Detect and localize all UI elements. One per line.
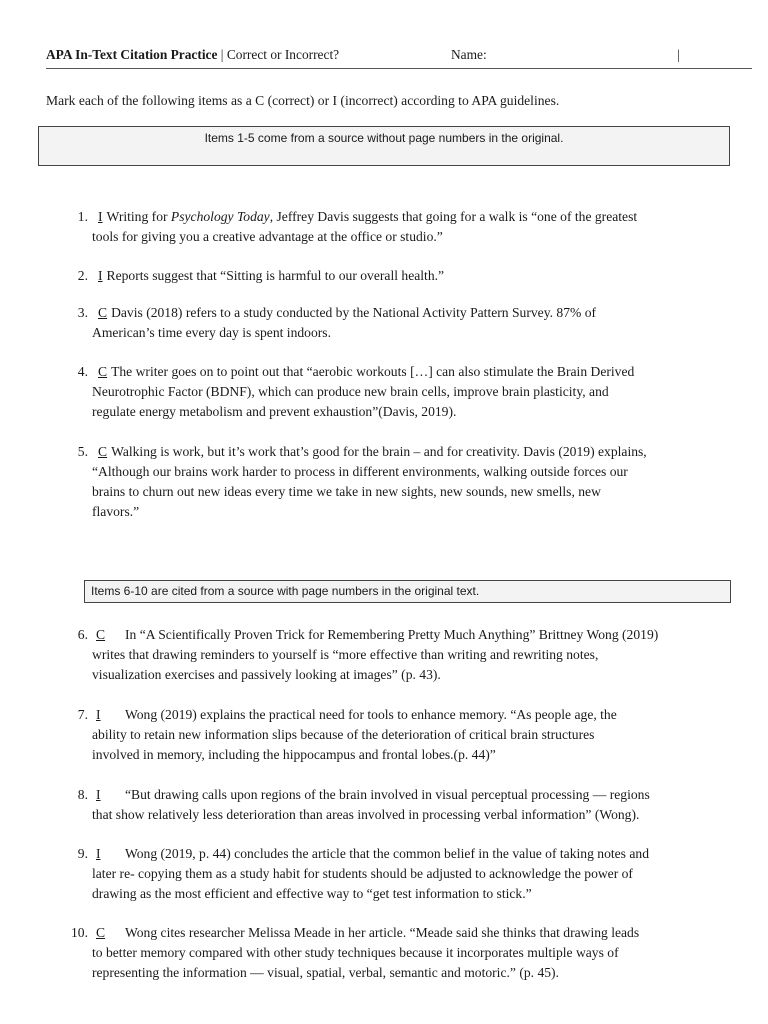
name-field-bar: |	[677, 47, 680, 62]
item-text: I Wong (2019) explains the practical need for tools to enhance memory. “As people age, the ability to retain new information slips because of the deterioration of critical brain structures involved in memory, including the hippocampus and frontal lobes.(p. 44)”	[92, 707, 617, 762]
page-header	[46, 47, 752, 69]
publication-title: Psychology Today	[170, 209, 270, 224]
item-text: C The writer goes on to point out that “aerobic workouts […] can also stimulate the Brain Derived Neurotrophic Factor (BDNF), which can produce new brain cells, improve brain plasticity, and regulate energy metabolism and prevent exhaustion”(Davis, 2019).	[92, 364, 635, 419]
item-text: I Reports suggest that “Sitting is harmful to our overall health.”	[92, 266, 740, 286]
worksheet-title: APA In-Text Citation Practice	[46, 47, 218, 62]
item-text: C In “A Scientifically Proven Trick for Remembering Pretty Much Anything” Brittney Wong (2019) writes that drawing reminders to yourself is “more effective than writing and rewriting notes, visualization exercises and passively looking at images” (p. 43).	[92, 627, 659, 682]
item-number: 10.	[71, 925, 88, 940]
item-text: C Wong cites researcher Melissa Meade in her article. “Meade said she thinks that drawing leads to better memory compared with other study techniques because it incorporates multiple ways of representing the information — visual, spatial, verbal, semantic and motoric.” (p. 45).	[92, 925, 640, 980]
answer-mark: I	[98, 209, 103, 224]
item-text: C Walking is work, but it’s work that’s good for the brain – and for creativity. Davis (2019) explains, “Although our brains work harder to process in different environments, walking outside forces our brains to churn out new ideas every time we take in new sights, new sounds, new smells, new flavors.”	[92, 444, 647, 519]
item-number: 9.	[77, 846, 88, 861]
answer-mark: C	[98, 305, 108, 320]
section-note-2: Items 6-10 are cited from a source with page numbers in the original text.	[84, 580, 731, 603]
item-number: 2.	[77, 268, 88, 283]
answer-mark: C	[96, 627, 106, 642]
answer-mark: C	[98, 444, 108, 459]
item-number: 4.	[77, 364, 88, 379]
answer-mark: I	[96, 707, 101, 722]
item-number: 8.	[77, 787, 88, 802]
worksheet-subtitle: Correct or Incorrect?	[226, 47, 340, 62]
item-text: I Writing for Psychology Today, Jeffrey Davis suggests that going for a walk is “one of the greatest tools for giving you a creative advantage at the office or studio.”	[92, 209, 638, 244]
item-number: 5.	[77, 444, 88, 459]
answer-mark: I	[96, 787, 101, 802]
answer-mark: C	[96, 925, 106, 940]
answer-mark: I	[96, 846, 101, 861]
item-number: 7.	[77, 707, 88, 722]
item-number: 3.	[77, 305, 88, 320]
name-label: Name:	[451, 47, 487, 62]
item-number: 6.	[77, 627, 88, 642]
answer-mark: C	[98, 364, 108, 379]
section-note-1: Items 1-5 come from a source without page numbers in the original.	[38, 126, 730, 166]
item-text: I “But drawing calls upon regions of the brain involved in visual perceptual processing — regions that show relatively less deterioration than areas involved in processing verbal information” (Wong).	[92, 787, 650, 822]
instructions: Mark each of the following items as a C (correct) or I (incorrect) according to APA guidelines.	[46, 93, 560, 108]
item-text: C Davis (2018) refers to a study conducted by the National Activity Pattern Survey. 87% of American’s time every day is spent indoors.	[92, 305, 597, 340]
item-text: I Wong (2019, p. 44) concludes the article that the common belief in the value of taking notes and later re- copying them as a study habit for students should be adjusted to acknowledge the power of drawing as the most efficient and effective way to “get test information to stick.”	[92, 846, 650, 901]
answer-mark: I	[98, 268, 103, 283]
item-number: 1.	[77, 209, 88, 224]
title-separator: |	[217, 47, 227, 62]
